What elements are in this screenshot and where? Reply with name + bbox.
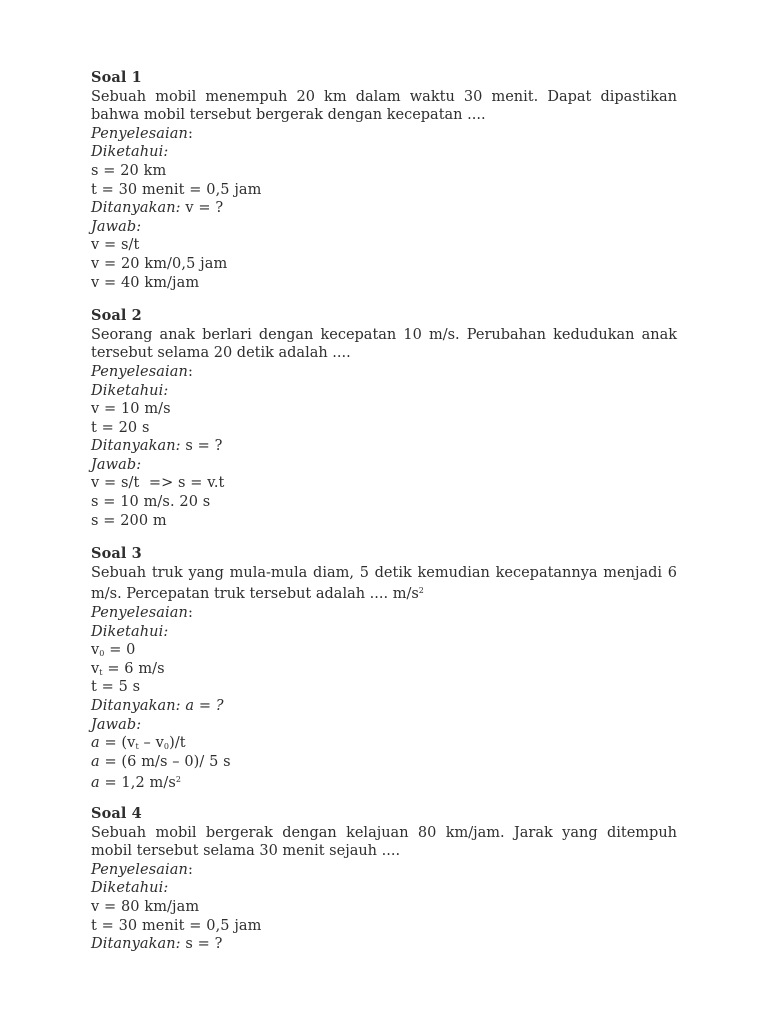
problem-title: Soal 1: [91, 69, 142, 86]
rest: = (6 m/s – 0)/ 5 s: [99, 753, 231, 770]
rest: = (v: [99, 735, 136, 752]
problem-title: Soal 4: [91, 804, 142, 822]
answer-line: v = s/t => s = v.t: [91, 475, 225, 492]
ditanyakan-label: Ditanyakan:: [91, 936, 181, 953]
subscript: 0: [99, 649, 105, 659]
var: a: [91, 735, 100, 752]
problem-4: [91, 805, 677, 954]
penyelesaian-label: Penyelesaian: [91, 363, 188, 380]
jawab-label: Jawab:: [91, 716, 142, 733]
penyelesaian-label: Penyelesaian: [91, 125, 188, 142]
solution-heading: Penyelesaian:: [91, 363, 193, 380]
var: a: [91, 753, 100, 770]
problem-2: [91, 307, 677, 530]
problem-title: Soal 3: [91, 545, 142, 563]
rest: – v: [138, 735, 164, 752]
var: v: [91, 660, 100, 677]
answer-line: v = s/t: [91, 237, 140, 254]
subscript: t: [99, 667, 103, 677]
problem-title: Soal 2: [91, 307, 142, 325]
solution-heading: Penyelesaian:: [91, 605, 193, 622]
rest: = 0: [104, 642, 136, 659]
asked-line: [91, 697, 677, 716]
answer-line: v = 40 km/jam: [91, 274, 200, 291]
solution-heading: Penyelesaian:: [91, 125, 193, 142]
ditanyakan-label: Ditanyakan:: [91, 438, 181, 455]
known-line: s = 20 km: [91, 162, 167, 179]
asked-rest: = ?: [194, 698, 224, 714]
known-line: t = 30 menit = 0,5 jam: [91, 181, 262, 198]
asked-value: s = ?: [185, 438, 223, 455]
penyelesaian-label: Penyelesaian: [91, 861, 188, 878]
penyelesaian-label: Penyelesaian: [91, 605, 188, 622]
var: v: [91, 642, 100, 659]
var: a: [91, 775, 100, 792]
known-line: v = 80 km/jam: [91, 898, 200, 915]
known-line: [91, 660, 677, 679]
diketahui-label: Diketahui:: [91, 382, 169, 399]
diketahui-label: Diketahui:: [91, 880, 169, 897]
diketahui-label: Diketahui:: [91, 623, 169, 640]
problem-1: [91, 69, 677, 292]
known-line: t = 5 s: [91, 679, 141, 696]
asked-value: v = ?: [185, 200, 224, 217]
answer-line: [91, 771, 677, 790]
problem-question: Sebuah mobil bergerak dengan kelajuan 80 km/jam. Jarak yang ditempuh mobil tersebut selama 30 menit sejauh ....: [91, 824, 677, 860]
known-line: [91, 641, 677, 660]
ditanyakan-label: Ditanyakan:: [91, 698, 181, 714]
superscript: 2: [418, 586, 424, 596]
answer-line: [91, 734, 677, 753]
asked-line: [91, 935, 677, 954]
asked-var: a: [185, 698, 195, 714]
rest: = 6 m/s: [102, 660, 165, 677]
jawab-label: Jawab:: [91, 456, 142, 473]
asked-line: [91, 199, 677, 218]
rest: )/t: [169, 735, 186, 752]
document-page: [91, 69, 677, 969]
jawab-label: Jawab:: [91, 218, 142, 235]
answer-line: s = 200 m: [91, 512, 167, 529]
subscript: t: [135, 742, 139, 752]
rest: = 1,2 m/s: [99, 775, 176, 792]
question-text: Sebuah truk yang mula-mula diam, 5 detik kemudian kecepatannya menjadi 6 m/s. Percepatan truk tersebut adalah .... m/s: [91, 564, 677, 603]
subscript: 0: [163, 742, 170, 752]
answer-line: [91, 753, 677, 772]
answer-line: v = 20 km/0,5 jam: [91, 255, 228, 272]
asked-value: s = ?: [185, 936, 223, 953]
problem-question: Seorang anak berlari dengan kecepatan 10 m/s. Perubahan kedudukan anak tersebut selama 20 detik adalah ....: [91, 326, 677, 362]
problem-3: [91, 545, 677, 790]
ditanyakan-label: Ditanyakan:: [91, 200, 181, 217]
asked-line: [91, 437, 677, 456]
problem-question: Sebuah mobil menempuh 20 km dalam waktu 30 menit. Dapat dipastikan bahwa mobil tersebut bergerak dengan kecepatan ....: [91, 88, 677, 124]
answer-line: s = 10 m/s. 20 s: [91, 494, 211, 511]
superscript: 2: [175, 775, 182, 785]
solution-heading: Penyelesaian:: [91, 861, 193, 878]
known-line: t = 30 menit = 0,5 jam: [91, 917, 262, 934]
known-line: v = 10 m/s: [91, 401, 171, 418]
problem-question: [91, 564, 677, 604]
diketahui-label: Diketahui:: [91, 144, 169, 161]
known-line: t = 20 s: [91, 419, 150, 436]
